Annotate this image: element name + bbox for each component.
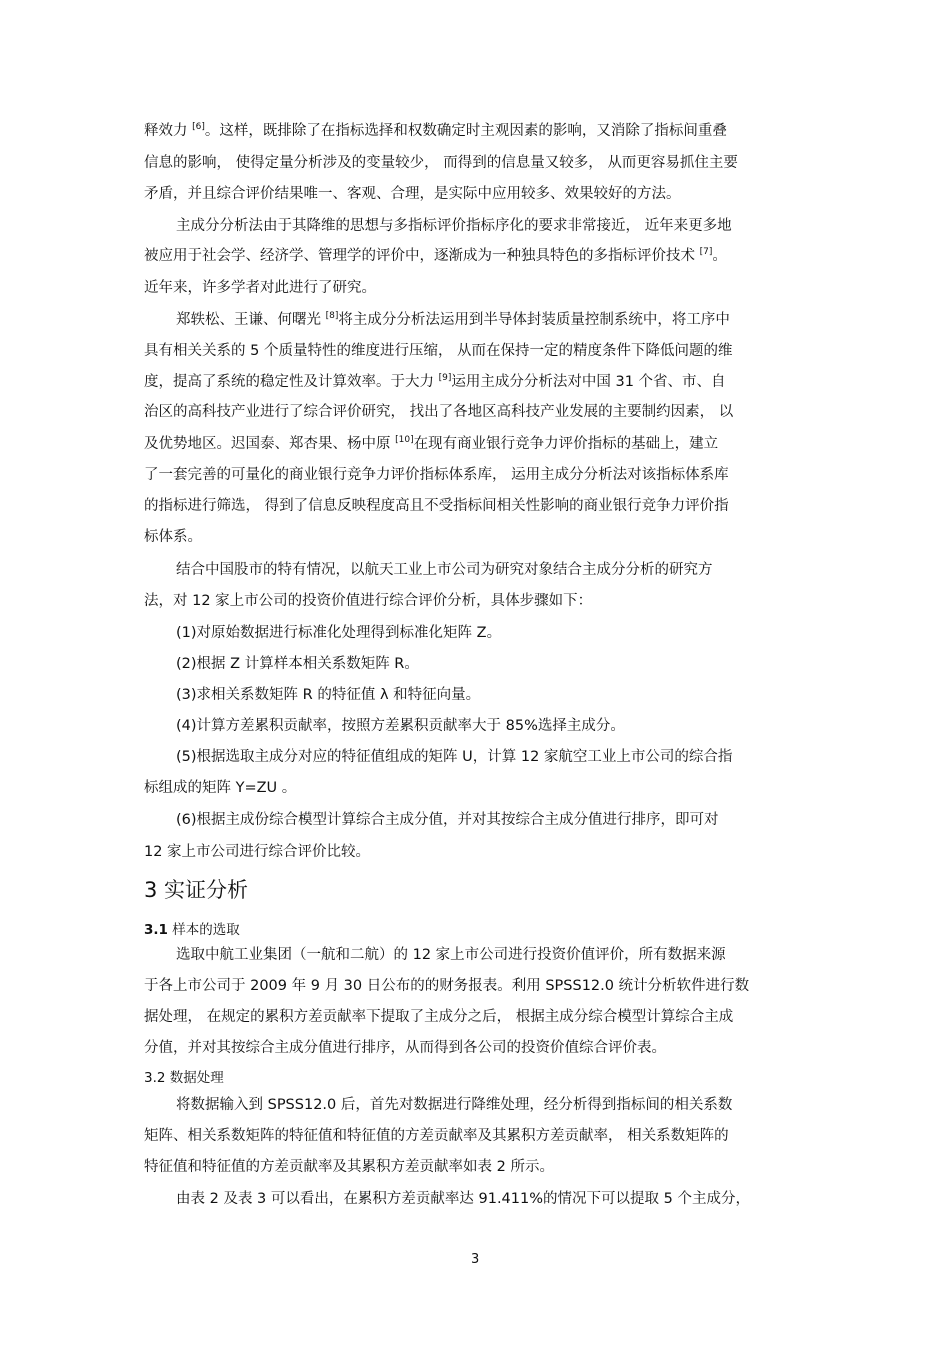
citation: [8]	[325, 311, 339, 322]
step-item: (1)对原始数据进行标准化处理得到标准化矩阵 Z。	[176, 625, 502, 641]
paragraph-line: 据处理， 在规定的累积方差贡献率下提取了主成分之后， 根据主成分综合模型计算综合主成	[144, 1009, 734, 1025]
step-item: (6)根据主成份综合模型计算综合主成分值，并对其按综合主成分值进行排序，即可对	[176, 812, 719, 828]
paragraph-line: 将数据输入到 SPSS12.0 后，首先对数据进行降维处理，经分析得到指标间的相关系数	[176, 1097, 733, 1113]
step-item: (5)根据选取主成分对应的特征值组成的矩阵 U，计算 12 家航空工业上市公司的综合指	[176, 749, 733, 765]
paragraph-line: 信息的影响， 使得定量分析涉及的变量较少， 而得到的信息量又较多， 从而更容易抓住主要	[144, 155, 738, 171]
paragraph-line: 矛盾，并且综合评价结果唯一、客观、合理，是实际中应用较多、效果较好的方法。	[144, 186, 681, 202]
page-number: 3	[471, 1252, 480, 1267]
paragraph-line: 被应用于社会学、经济学、管理学的评价中，逐渐成为一种独具特色的多指标评价技术 [7]。	[144, 247, 727, 264]
paragraph-line: 特征值和特征值的方差贡献率及其累积方差贡献率如表 2 所示。	[144, 1159, 554, 1175]
citation: [9]	[438, 373, 452, 384]
paragraph-line: 标体系。	[144, 529, 202, 545]
step-item: (4)计算方差累积贡献率，按照方差累积贡献率大于 85%选择主成分。	[176, 718, 625, 734]
paragraph-line: 治区的高科技产业进行了综合评价研究， 找出了各地区高科技产业发展的主要制约因素， 以	[144, 404, 734, 420]
step-item: (3)求相关系数矩阵 R 的特征值 λ 和特征向量。	[176, 687, 481, 703]
paragraph-line: 的指标进行筛选， 得到了信息反映程度高且不受指标间相关性影响的商业银行竞争力评价指	[144, 498, 729, 514]
step-item: (2)根据 Z 计算样本相关系数矩阵 R。	[176, 656, 419, 672]
paragraph-line: 度，提高了系统的稳定性及计算效率。于大力 [9]运用主成分分析法对中国 31 个省、市、自	[144, 373, 726, 390]
citation: [7]	[699, 247, 713, 258]
paragraph-line: 近年来，许多学者对此进行了研究。	[144, 280, 376, 296]
citation: [6]	[192, 122, 205, 133]
subsection-heading: 3.2 数据处理	[144, 1070, 224, 1086]
paragraph-line: 矩阵、相关系数矩阵的特征值和特征值的方差贡献率及其累积方差贡献率， 相关系数矩阵的	[144, 1128, 729, 1144]
section-heading: 3 实证分析	[144, 878, 249, 902]
paragraph-line: 具有相关关系的 5 个质量特性的维度进行压缩， 从而在保持一定的精度条件下降低问题的维	[144, 343, 733, 359]
step-item: 标组成的矩阵 Y=ZU 。	[144, 780, 297, 796]
paragraph-line: 郑轶松、王谦、何曙光 [8]将主成分分析法运用到半导体封装质量控制系统中，将工序中	[176, 311, 730, 328]
paragraph-line: 了一套完善的可量化的商业银行竞争力评价指标体系库， 运用主成分分析法对该指标体系库	[144, 467, 729, 483]
paragraph-line: 释效力 [6]。这样，既排除了在指标选择和权数确定时主观因素的影响，又消除了指标间重叠	[144, 122, 727, 139]
paragraph-line: 结合中国股市的特有情况，以航天工业上市公司为研究对象结合主成分分析的研究方	[176, 562, 713, 578]
citation: [10]	[395, 435, 414, 446]
paragraph-line: 由表 2 及表 3 可以看出，在累积方差贡献率达 91.411%的情况下可以提取 5 个主成分，	[176, 1191, 750, 1207]
paragraph-line: 主成分分析法由于其降维的思想与多指标评价指标序化的要求非常接近， 近年来更多地	[176, 218, 732, 234]
paragraph-line: 于各上市公司于 2009 年 9 月 30 日公布的的财务报表。利用 SPSS12.0 统计分析软件进行数	[144, 978, 750, 994]
paragraph-line: 法，对 12 家上市公司的投资价值进行综合评价分析，具体步骤如下：	[144, 593, 593, 609]
paragraph-line: 选取中航工业集团（一航和二航）的 12 家上市公司进行投资价值评价，所有数据来源	[176, 947, 726, 963]
paragraph-line: 分值，并对其按综合主成分值进行排序，从而得到各公司的投资价值综合评价表。	[144, 1040, 666, 1056]
paragraph-line: 及优势地区。迟国泰、郑杏果、杨中原 [10]在现有商业银行竞争力评价指标的基础上，建立	[144, 435, 719, 452]
step-item: 12 家上市公司进行综合评价比较。	[144, 844, 371, 860]
subsection-heading: 3.1 样本的选取	[144, 922, 240, 938]
